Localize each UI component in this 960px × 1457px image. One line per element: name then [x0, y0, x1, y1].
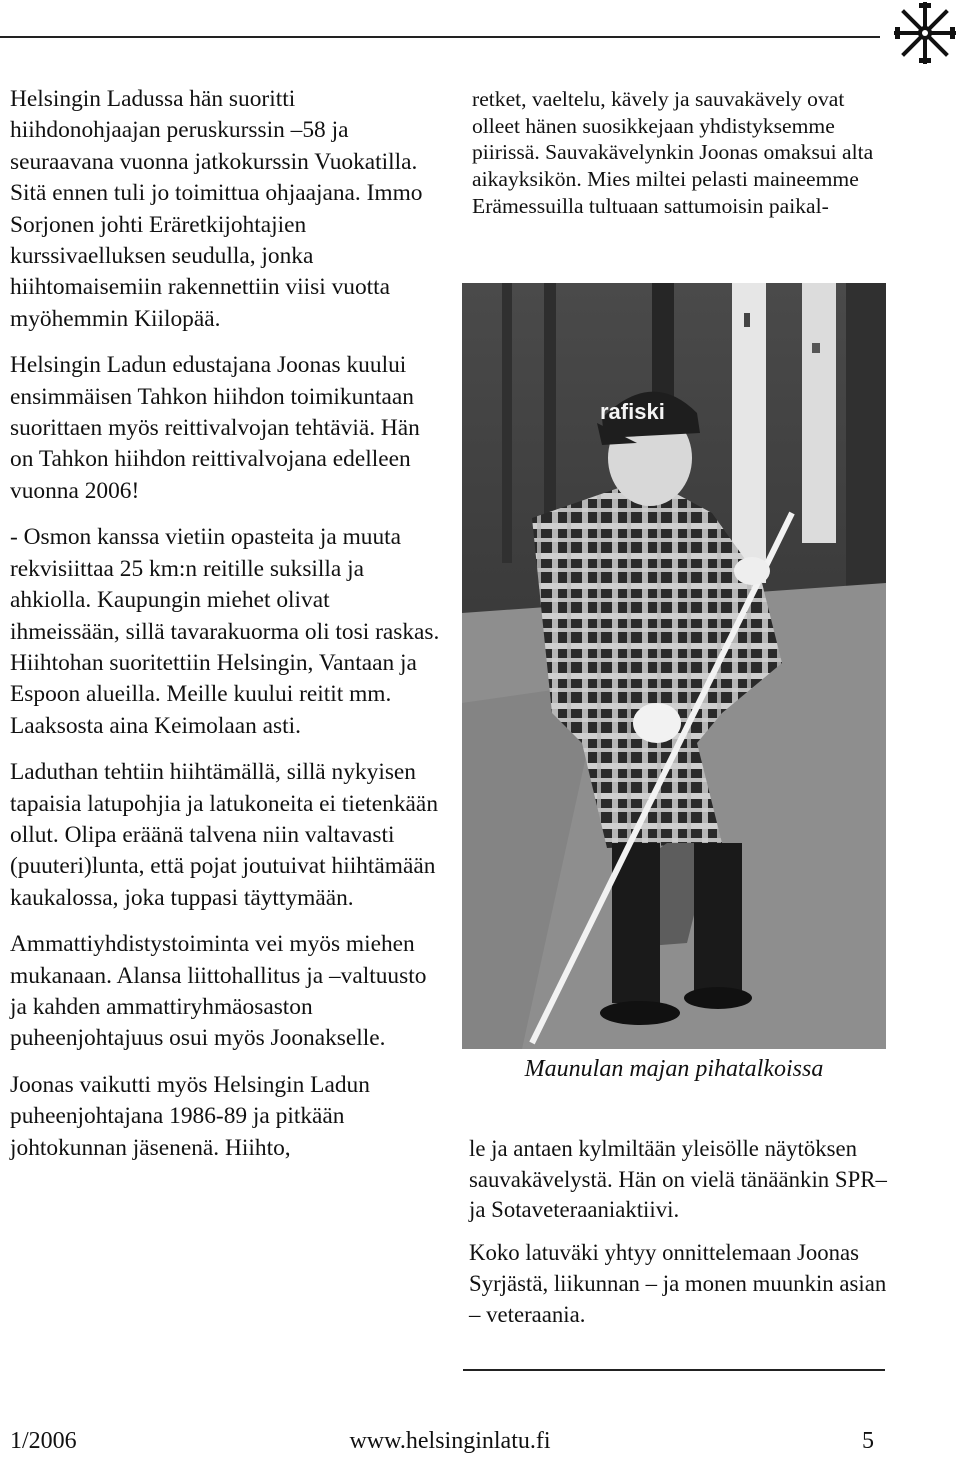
paragraph: Ammattiyhdistystoiminta vei myös miehen mukanaan. Alansa liittohallitus ja –valtuusto ja kahden ammattiryhmäosaston puheenjohtajuus osui myös Joonakselle.: [10, 931, 427, 1052]
paragraph: - Osmon kanssa vietiin opasteita ja muuta rekvisiittaa 25 km:n reitille suksilla ja ahkiolla. Kaupungin miehet olivat ihmeissään, sillä tavarakuorma oli tosi raskas. Hiihtohan suoritettiin Helsingin, Vantaan ja Espoon alueilla. Meille kuului reitit mm. Laaksosta aina Keimolaan asti.: [10, 524, 440, 739]
paragraph: Laduthan tehtiin hiihtämällä, sillä nykyisen tapaisia latupohjia ja latukoneita ei tietenkään ollut. Olipa eräänä talvena niin valtavasti (puuteri)lunta, että pojat joutuivat hiihtämään kaukalossa, joka tuppasi täyttymään.: [10, 759, 439, 911]
right-column-top: [472, 86, 892, 235]
paragraph: retket, vaeltelu, kävely ja sauvakävely ovat olleet hänen suosikkejaan yhdistyksemme piirissä. Sauvakävelynkin Joonas omaksui alta aikayksikön. Mies miltei pelasti maineemme Erämessuilla tultuaan sattumoisin paikal-: [472, 87, 874, 218]
photo-illustration: [462, 283, 886, 1049]
paragraph: Joonas vaikutti myös Helsingin Ladun puheenjohtajana 1986-89 ja pitkään johtokunnan jäsenenä. Hiihto,: [10, 1071, 370, 1161]
footer-website: www.helsinginlatu.fi: [349, 1428, 551, 1454]
footer-issue: 1/2006: [10, 1428, 77, 1454]
paragraph: Koko latuväki yhtyy onnittelemaan Joonas Syrjästä, liikunnan – ja monen muunkin asian – veteraania.: [469, 1240, 887, 1327]
right-column-bottom: [469, 1134, 889, 1342]
paragraph: Helsingin Ladussa hän suoritti hiihdonohjaajan peruskurssin –58 ja seuraavana vuonna jatkokurssin Vuokatilla. Sitä ennen tuli jo toimittua ohjaajana. Immo Sorjonen johti Eräretkijohtajien kurssivaelluksen seudulla, jonka hiihtomaisemiin rakennettiin viisi vuotta myöhemmin Kiilopää.: [10, 86, 423, 332]
left-column: [10, 84, 440, 1179]
paragraph: le ja antaen kylmiltään yleisölle näytöksen sauvakävelystä. Hän on vielä tänäänkin SPR– ja Sotaveteraaniaktiivi.: [469, 1136, 887, 1223]
photo-caption: Maunulan majan pihatalkoissa: [524, 1056, 824, 1082]
snowflake-icon: [892, 0, 958, 66]
cap-logo-text: rafiski: [600, 399, 665, 424]
top-rule: [0, 36, 880, 38]
photo-man-raking: [462, 283, 886, 1049]
footer-page-number: 5: [862, 1428, 874, 1454]
bottom-rule: [463, 1369, 885, 1371]
paragraph: Helsingin Ladun edustajana Joonas kuului ensimmäisen Tahkon hiihdon toimikuntaan suorittaen myös reittivalvojan tehtäviä. Hän on Tahkon hiihdon reittivalvojana edelleen vuonna 2006!: [10, 352, 420, 504]
